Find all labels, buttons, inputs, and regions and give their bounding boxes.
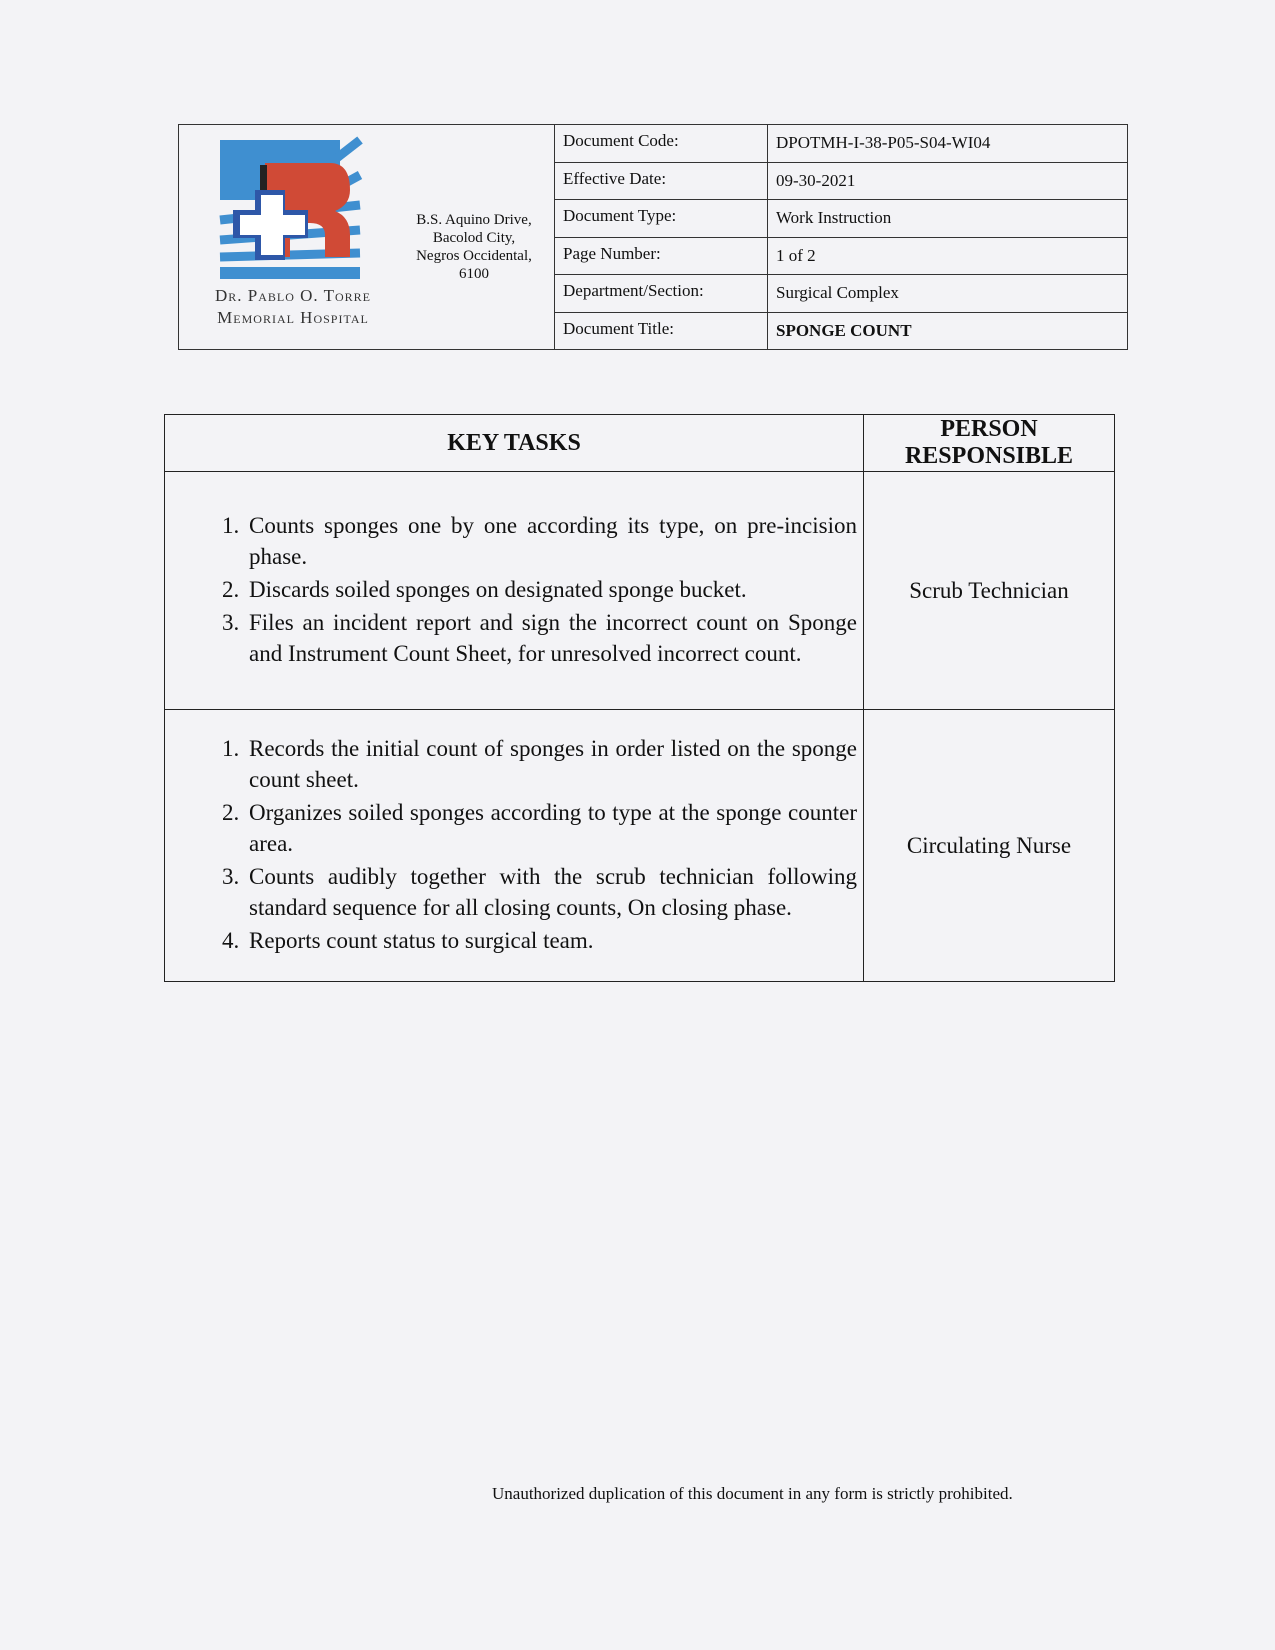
- hospital-address: [394, 125, 554, 349]
- hospital-logo-icon: [215, 135, 365, 285]
- table-row: [165, 472, 1115, 710]
- address-line: 6100: [458, 266, 489, 282]
- task-item: 3. Counts audibly together with the scrub technician following standard sequence for all closing counts, On closing phase.: [245, 861, 857, 923]
- task-item: 3. Files an incident report and sign the incorrect count on Sponge and Instrument Count Sheet, for unresolved incorrect count.: [245, 607, 857, 669]
- meta-label: Document Code:: [555, 125, 768, 162]
- address-line: Bacolod City,: [432, 230, 516, 246]
- hospital-name-line1: Dr. Pablo O. Torre: [214, 286, 371, 305]
- meta-value: SPONGE COUNT: [776, 320, 912, 340]
- meta-value: 1 of 2: [776, 245, 816, 265]
- document-header: [178, 124, 1128, 350]
- task-list-cell: [165, 472, 864, 710]
- person-responsible: Circulating Nurse: [864, 710, 1115, 982]
- address-line: B.S. Aquino Drive,: [416, 212, 532, 228]
- logo-cell: [179, 125, 394, 349]
- meta-label: Document Type:: [555, 200, 768, 237]
- address-line: Negros Occidental,: [416, 248, 532, 264]
- meta-row-document-type: [555, 200, 1127, 238]
- table-header-row: [165, 415, 1115, 472]
- meta-row-department: [555, 275, 1127, 313]
- document-metadata: [554, 125, 1127, 349]
- column-header-person-responsible: PERSON RESPONSIBLE: [864, 415, 1115, 472]
- meta-value: Surgical Complex: [776, 283, 899, 302]
- meta-value: DPOTMH-I-38-P05-S04-WI04: [776, 133, 991, 152]
- meta-value: Work Instruction: [776, 208, 892, 227]
- meta-label: Department/Section:: [555, 275, 768, 312]
- task-item: 4. Reports count status to surgical team.: [245, 925, 857, 956]
- hospital-name: [193, 285, 393, 329]
- meta-value: 09-30-2021: [776, 170, 856, 190]
- task-item: 1. Counts sponges one by one according its type, on pre-incision phase.: [245, 510, 857, 572]
- task-item: 2. Organizes soiled sponges according to type at the sponge counter area.: [245, 797, 857, 859]
- meta-row-document-code: [555, 125, 1127, 163]
- task-item: 1. Records the initial count of sponges in order listed on the sponge count sheet.: [245, 733, 857, 795]
- meta-row-page-number: [555, 238, 1127, 276]
- meta-row-effective-date: [555, 163, 1127, 201]
- key-tasks-table: [164, 414, 1115, 982]
- column-header-key-tasks: KEY TASKS: [165, 415, 864, 472]
- meta-label: Document Title:: [555, 313, 768, 350]
- meta-label: Effective Date:: [555, 163, 768, 200]
- task-list-cell: [165, 710, 864, 982]
- meta-row-document-title: [555, 313, 1127, 350]
- task-item: 2. Discards soiled sponges on designated sponge bucket.: [245, 574, 857, 605]
- table-row: [165, 710, 1115, 982]
- meta-label: Page Number:: [555, 238, 768, 275]
- hospital-name-line2: Memorial Hospital: [217, 308, 369, 327]
- person-responsible: Scrub Technician: [864, 472, 1115, 710]
- footer-notice: Unauthorized duplication of this document in any form is strictly prohibited.: [492, 1484, 1013, 1503]
